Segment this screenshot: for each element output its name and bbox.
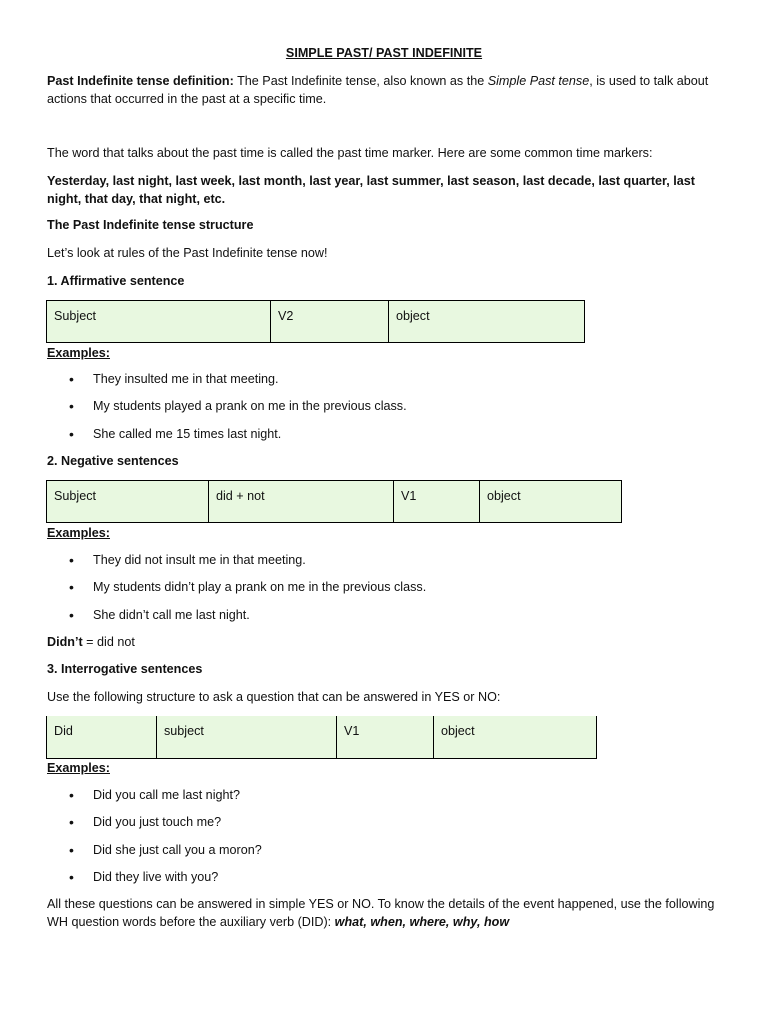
wh-words: what, when, where, why, how [334, 915, 510, 929]
examples-list-negative [47, 551, 426, 633]
bullet-icon: • [69, 425, 74, 442]
time-markers-list: Yesterday, last night, last week, last month, last year, last summer, last season, last decade, last quarter, last night, that day, that night, etc. [47, 174, 695, 206]
list-item [47, 397, 407, 424]
example-text: Did you just touch me? [93, 815, 222, 830]
definition-italic-term: Simple Past tense [487, 74, 590, 88]
section-heading-affirmative: 1. Affirmative sentence [47, 274, 185, 288]
structure-cell: Subject [47, 301, 271, 343]
example-text: They did not insult me in that meeting. [93, 553, 306, 567]
examples-label: Examples: [47, 346, 110, 360]
bullet-icon: • [69, 814, 74, 831]
didnt-note [47, 633, 727, 651]
bullet-icon: • [69, 371, 74, 387]
definition-label: Past Indefinite tense definition: [47, 74, 234, 88]
bullet-icon: • [69, 552, 74, 568]
bullet-icon: • [69, 841, 74, 858]
example-text: Did she just call you a moron? [93, 842, 262, 857]
structure-cell: Did [47, 716, 157, 759]
examples-list-interrogative [47, 786, 262, 895]
section-heading-interrogative: 3. Interrogative sentences [47, 662, 203, 676]
list-item [47, 425, 407, 452]
closing-paragraph [47, 895, 727, 931]
bullet-icon: • [69, 579, 74, 596]
list-item [47, 551, 426, 578]
examples-label: Examples: [47, 761, 110, 775]
bullet-icon: • [69, 606, 74, 623]
didnt-bold: Didn’t [47, 635, 83, 649]
rules-intro: Let’s look at rules of the Past Indefinite tense now! [47, 246, 328, 260]
structure-cell: object [434, 716, 597, 759]
examples-list-affirmative [47, 370, 407, 452]
structure-cell: V1 [337, 716, 434, 759]
example-text: She called me 15 times last night. [93, 426, 282, 441]
structure-table-negative [46, 480, 622, 523]
list-item [47, 813, 262, 840]
list-item [47, 578, 426, 605]
example-text: My students played a prank on me in the previous class. [93, 399, 407, 414]
list-item [47, 786, 262, 813]
structure-cell: object [480, 481, 622, 523]
definition-paragraph [47, 72, 727, 108]
structure-cell: Subject [47, 481, 209, 523]
example-text: They insulted me in that meeting. [93, 372, 279, 386]
section-heading-negative: 2. Negative sentences [47, 454, 179, 468]
structure-cell: subject [157, 716, 337, 759]
structure-table-interrogative [46, 716, 597, 759]
bullet-icon: • [69, 787, 74, 803]
structure-cell: object [389, 301, 585, 343]
structure-cell: V2 [271, 301, 389, 343]
list-item [47, 868, 262, 895]
structure-cell: V1 [394, 481, 480, 523]
didnt-rest: = did not [82, 635, 135, 649]
closing-text: All these questions can be answered in simple YES or NO. To know the details of the event happened, use the following WH question words before the auxiliary verb (DID): [47, 897, 715, 929]
list-item [47, 606, 426, 633]
structure-cell: did + not [209, 481, 394, 523]
bullet-icon: • [69, 398, 74, 415]
definition-text-after: , is used to talk about actions that occurred in the past at a specific time. [47, 74, 709, 106]
example-text: She didn’t call me last night. [93, 607, 250, 622]
definition-text-before: The Past Indefinite tense, also known as the [233, 74, 488, 88]
example-text: Did you call me last night? [93, 788, 240, 802]
example-text: Did they live with you? [93, 869, 219, 884]
structure-table-affirmative [46, 300, 585, 343]
bullet-icon: • [69, 868, 74, 885]
examples-label: Examples: [47, 526, 110, 540]
list-item [47, 370, 407, 397]
page-title: SIMPLE PAST/ PAST INDEFINITE [285, 46, 483, 60]
structure-heading: The Past Indefinite tense structure [47, 218, 254, 232]
example-text: My students didn’t play a prank on me in the previous class. [93, 580, 427, 595]
yes-no-intro: Use the following structure to ask a question that can be answered in YES or NO: [47, 690, 501, 704]
time-marker-intro: The word that talks about the past time is called the past time marker. Here are some common time markers: [47, 146, 653, 160]
list-item [47, 841, 262, 868]
